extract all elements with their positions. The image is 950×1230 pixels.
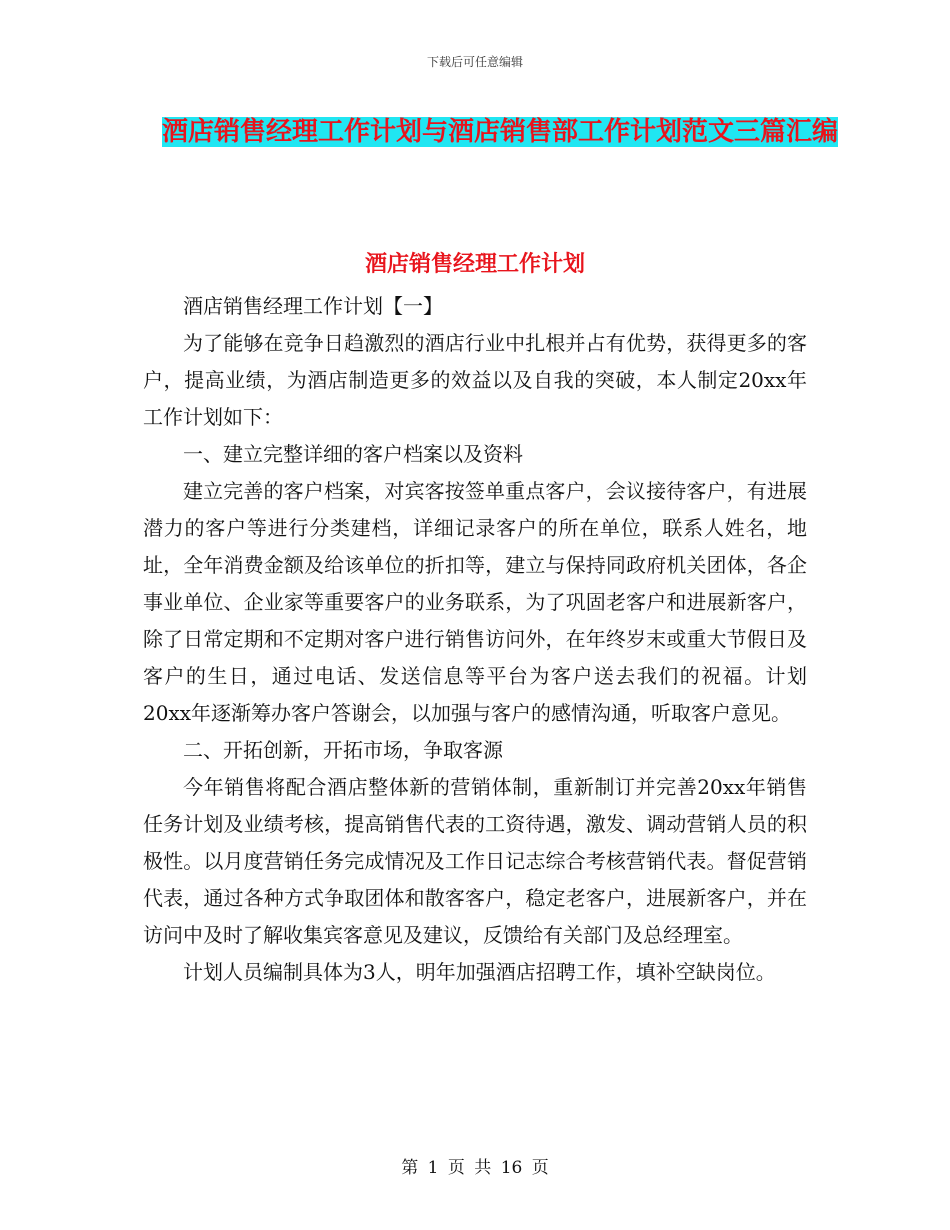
page-footer: 第 1 页 共 16 页 [401,1158,549,1178]
header-note: 下载后可任意编辑 [426,55,523,69]
paragraph-heading: 一、建立完整详细的客户档案以及资料 [183,442,523,466]
paragraph-subtitle: 酒店销售经理工作计划【一】 [183,294,443,318]
document-title-text: 酒店销售经理工作计划与酒店销售部工作计划范文三篇汇编 [161,117,838,147]
body-text [143,288,807,991]
section-title: 酒店销售经理工作计划 [364,251,585,277]
paragraph-heading: 二、开拓创新，开拓市场，争取客源 [183,738,503,762]
paragraph: 今年销售将配合酒店整体新的营销体制，重新制订并完善20xx年销售任务计划及业绩考核，提高销售代表的工资待遇，激发、调动营销人员的积极性。以月度营销任务完成情况及工作日记志综合考核营销代表。督促营销代表，通过各种方式争取团体和散客客户，稳定老客户，进展新客户，并在访问中及时了解收集宾客意见及建议，反馈给有关部门及总经理室。 [143,775,807,947]
paragraph: 计划人员编制具体为3人，明年加强酒店招聘工作，填补空缺岗位。 [183,960,776,984]
paragraph: 建立完善的客户档案，对宾客按签单重点客户，会议接待客户，有进展潜力的客户等进行分类建档，详细记录客户的所在单位，联系人姓名，地址，全年消费金额及给该单位的折扣等，建立与保持同政府机关团体，各企事业单位、企业家等重要客户的业务联系，为了巩固老客户和进展新客户，除了日常定期和不定期对客户进行销售访问外，在年终岁末或重大节假日及客户的生日，通过电话、发送信息等平台为客户送去我们的祝福。计划20xx年逐渐筹办客户答谢会，以加强与客户的感情沟通，听取客户意见。 [143,479,807,725]
document-title [140,110,860,154]
paragraph: 为了能够在竞争日趋激烈的酒店行业中扎根并占有优势，获得更多的客户，提高业绩，为酒店制造更多的效益以及自我的突破，本人制定20xx年工作计划如下： [143,331,807,429]
